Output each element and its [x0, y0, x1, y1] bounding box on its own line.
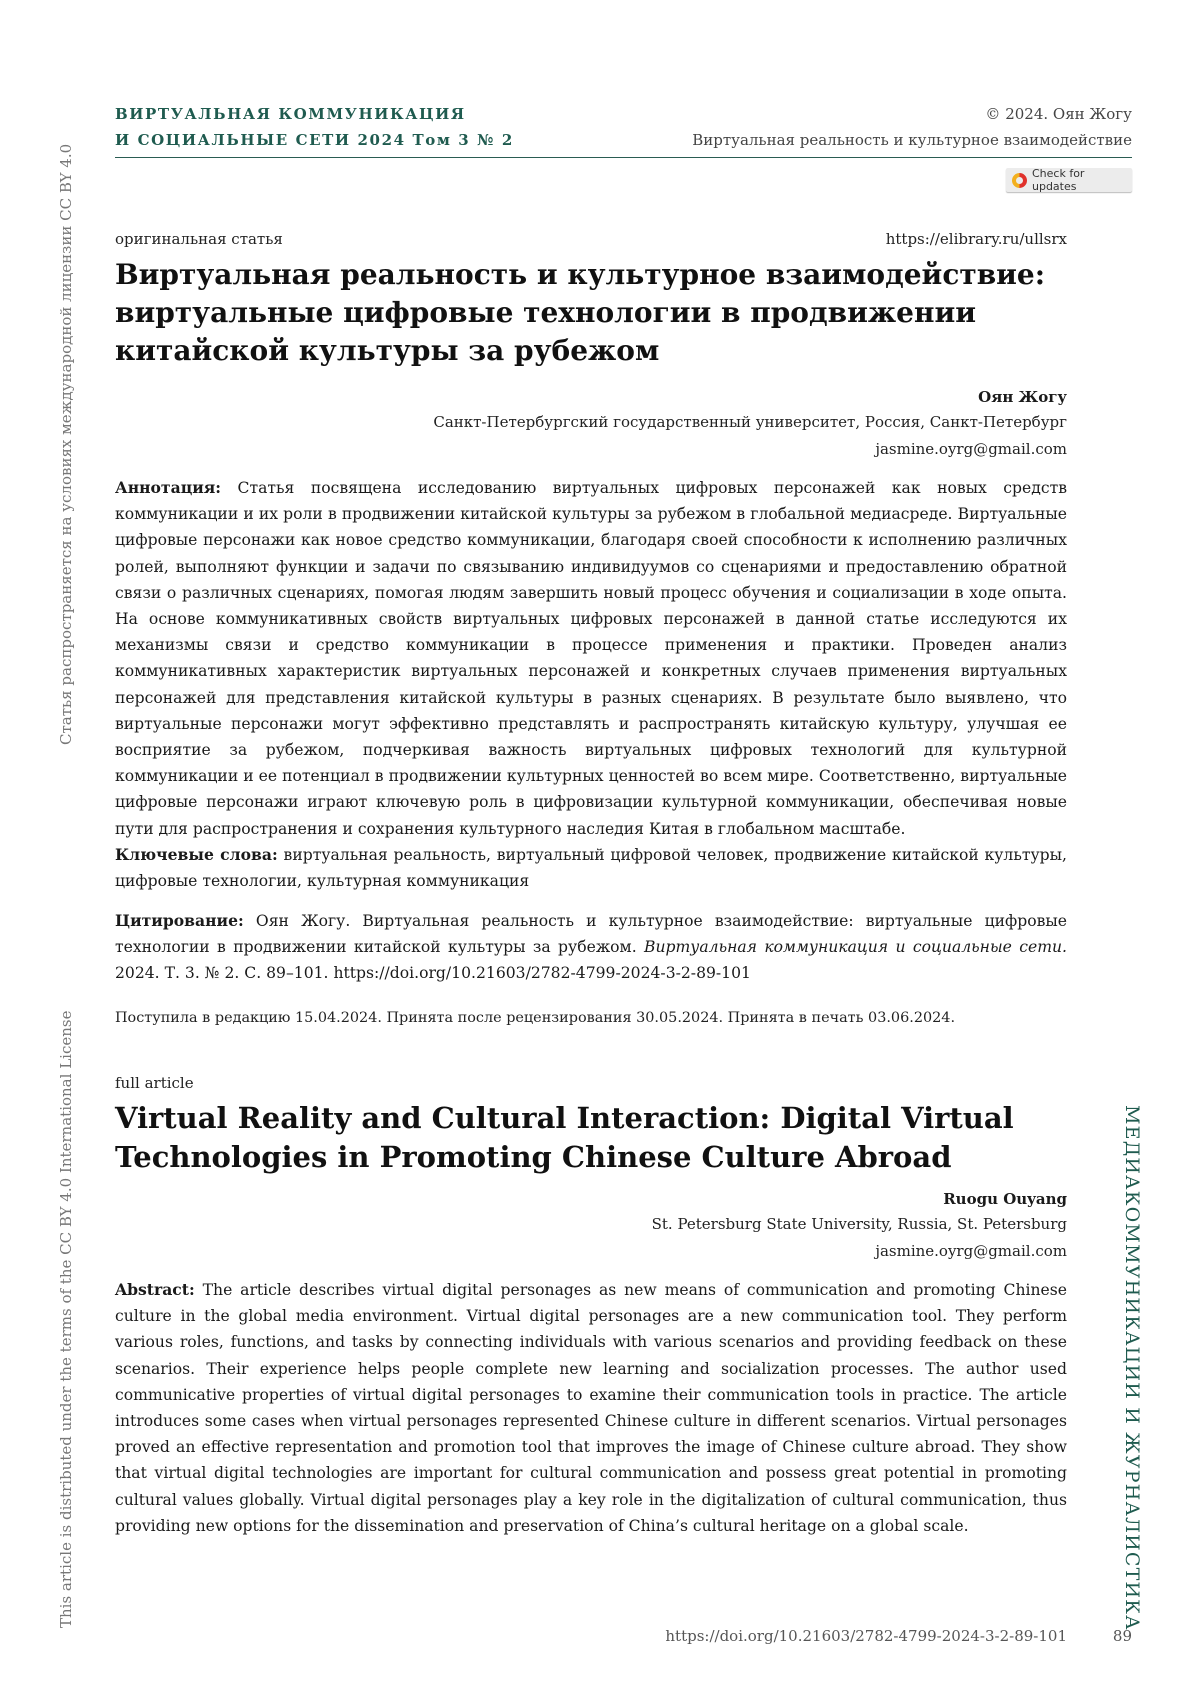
footer-doi-link[interactable]: https://doi.org/10.21603/2782-4799-2024-3-2-89-101: [665, 1627, 1067, 1645]
citation-journal: Виртуальная коммуникация и социальные сети.: [644, 938, 1067, 957]
side-section-title: МЕДИАКОММУНИКАЦИИ И ЖУРНАЛИСТИКА: [1121, 1105, 1143, 1631]
check-for-updates-label: Check for updates: [1032, 167, 1085, 193]
article-type-en: full article: [115, 1074, 194, 1092]
author-en: Ruogu Ouyang: [943, 1190, 1067, 1208]
header-right: [692, 101, 1132, 153]
affiliation-en: St. Petersburg State University, Russia, St. Petersburg: [651, 1215, 1067, 1233]
citation-ru: [115, 908, 1067, 987]
abstract-ru-text: Статья посвящена исследованию виртуальных цифровых персонажей как новых средств коммуникации и их роли в продвижении китайской культуры за рубежом в глобальной медиасреде. Виртуальные цифровые персонажи как новое средство коммуникации, благодаря своей способности к исполнению различных ролей, выполняют функции и задачи по связыванию индивидуумов со сценариями и предоставлению обратной связи о различных сценариях, помогая людям завершить новый процесс обучения и социализации в ходе опыта. На основе коммуникативных свойств виртуальных цифровых персонажей в данной статье исследуются их механизмы связи и средство коммуникации в процессе применения и практики. Проведен анализ коммуникативных характеристик виртуальных персонажей и конкретных случаев применения виртуальных персонажей для представления китайской культуры в разных сценариях. В результате было выявлено, что виртуальные персонажи могут эффективно представлять и распространять китайскую культуру, улучшая ее восприятие за рубежом, подчеркивая важность виртуальных цифровых технологий для культурной коммуникации и ее потенциал в продвижении культурных ценностей во всем мире. Соответственно, виртуальные цифровые персонажи играют ключевую роль в цифровизации культурной коммуникации, обеспечивая новые пути для распространения и сохранения культурного наследия Китая в глобальном масштабе.: [115, 479, 1067, 838]
side-license-ru: Статья распространяется на условиях международной лицензии CC BY 4.0: [57, 143, 75, 745]
abstract-en-label: Abstract:: [115, 1280, 195, 1299]
journal-name: [115, 101, 514, 153]
abstract-ru: [115, 475, 1067, 842]
crossmark-icon: [1012, 173, 1027, 188]
header-rule: [115, 157, 1132, 158]
elibrary-link[interactable]: https://elibrary.ru/ullsrx: [885, 230, 1067, 248]
abstract-ru-label: Аннотация:: [115, 478, 222, 497]
journal-name-line1: ВИРТУАЛЬНАЯ КОММУНИКАЦИЯ: [115, 105, 466, 123]
email-ru[interactable]: jasmine.oyrg@gmail.com: [875, 440, 1067, 458]
abstract-en-text: The article describes virtual digital personages as new means of communication and promoting Chinese culture in the global media environment. Virtual digital personages are a new communication tool. They perform various roles, functions, and tasks by connecting individuals with various scenarios and providing feedback on these scenarios. Their experience helps people complete new learning and socialization processes. The author used communicative properties of virtual digital personages to examine their communication tools in practice. The article introduces some cases when virtual personages represented Chinese culture in different scenarios. Virtual personages proved an effective representation and promotion tool that improves the image of Chinese culture abroad. They show that virtual digital technologies are important for cultural communication and possess great potential in promoting cultural values globally. Virtual digital personages play a key role in the digitalization of cultural communication, thus providing new options for the dissemination and preservation of China’s cultural heritage on a global scale.: [115, 1281, 1067, 1535]
author-ru: Оян Жогу: [978, 388, 1067, 406]
title-ru-line: Виртуальная реальность и культурное взаимодействие:: [115, 258, 1046, 291]
running-title: Виртуальная реальность и культурное взаимодействие: [692, 131, 1132, 149]
citation-label: Цитирование:: [115, 911, 244, 930]
keywords-ru-label: Ключевые слова:: [115, 845, 278, 864]
email-en[interactable]: jasmine.oyrg@gmail.com: [875, 1242, 1067, 1260]
abstract-en: [115, 1277, 1067, 1539]
article-title-en: [115, 1099, 1075, 1177]
received-dates: Поступила в редакцию 15.04.2024. Принята после рецензирования 30.05.2024. Принята в печать 03.06.2024.: [115, 1010, 956, 1026]
copyright: © 2024. Оян Жогу: [985, 105, 1132, 123]
affiliation-ru: Санкт-Петербургский государственный университет, Россия, Санкт-Петербург: [433, 413, 1067, 431]
check-for-updates-button[interactable]: [1006, 168, 1132, 192]
title-en-line: Technologies in Promoting Chinese Culture Abroad: [115, 1140, 952, 1174]
keywords-ru-text: виртуальная реальность, виртуальный цифровой человек, продвижение китайской культуры, цифровые технологии, культурная коммуникация: [115, 846, 1067, 891]
article-title-ru: [115, 256, 1075, 370]
title-ru-line: виртуальные цифровые технологии в продвижении: [115, 296, 976, 329]
keywords-ru: [115, 842, 1067, 894]
citation-text: Оян Жогу. Виртуальная реальность и культурное взаимодействие: виртуальные цифровые технологии в продвижении китайской культуры за рубежом.: [115, 912, 1067, 957]
journal-name-line2: И СОЦИАЛЬНЫЕ СЕТИ 2024 Том 3 № 2: [115, 131, 514, 149]
title-en-line: Virtual Reality and Cultural Interaction: Digital Virtual: [115, 1101, 1014, 1135]
article-type-ru: оригинальная статья: [115, 230, 283, 248]
side-license-en: This article is distributed under the terms of the CC BY 4.0 International License: [57, 1010, 75, 1628]
title-ru-line: китайской культуры за рубежом: [115, 334, 660, 367]
page-number: 89: [1112, 1627, 1132, 1645]
citation-tail: 2024. Т. 3. № 2. С. 89–101. https://doi.org/10.21603/2782-4799-2024-3-2-89-101: [115, 964, 751, 983]
